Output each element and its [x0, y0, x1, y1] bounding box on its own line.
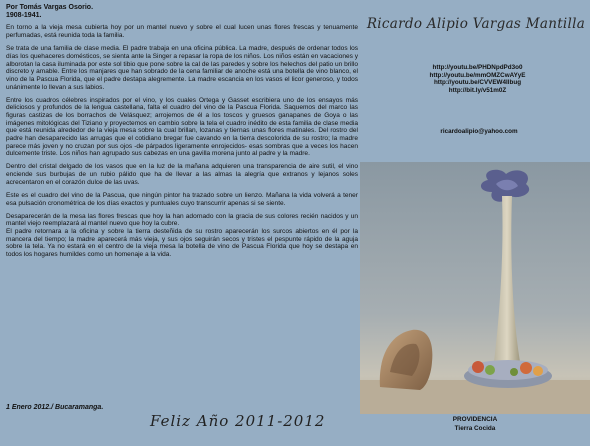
sculpture-photo: [360, 162, 590, 414]
paragraph: Entre los cuadros célebres inspirados por el vino, y los cuales Ortega y Gasset escribiera uno de los ensayos más deliciosos y profundos de la lengua castellana, falta el cuadro del vino de la Pascua Florida. Saquemos del marco las figuras castizas de los borrachos de Velásquez; arrojemos de él a los toscos y gruesos ganapanes de Goya o las imágenes mitológicas del Tiziano y proyectemos en cambio sobre la tela el cuadro inédito de esta familia de clase media que está reunida alrededor de la vieja mesa sobre la cual brillan, lozanas y tiernas unas flores matinales. Del rostro del padre han desaparecido las arrugas que el cotidiano bregar fue cavando en la tierra descolorida de su rostro; la madre parece más joven y no cruzan por sus ojos -de párpados ligeramente enrojecidos- esas sombras que a veces los hacen dulcemente triste. Los niños han agrupado sus cabezas en una gavilla morena junto al padre y la madre.: [6, 96, 358, 158]
paragraph: El padre retornara a la oficina y sobre la tierra desteñida de su rostro aparecerán los surcos abiertos en él por la mancera del tiempo; la madre aparecerá más vieja, y sus ojos seguirán secos y tristes el pespunte rápido de la aguja sobre la tela. Ya no estará en el centro de la vieja mesa la botella de vino de Pascua Florida que hoy se destapa en todos los hogares humildes como un homenaje a la vida.: [6, 228, 358, 258]
byline: [6, 4, 358, 20]
video-link[interactable]: http://youtu.be/PHDNpdPd3o0: [432, 64, 523, 71]
paragraph: Este es el cuadro del vino de la Pascua, que ningún pintor ha trazado sobre un lienzo. Mañana la vida volverá a tener esa pulsación cronométrica de los días exactos y puntuales cuyo transcurrir apenas si se siente.: [6, 191, 358, 207]
artwork-material: Tierra Cocida: [454, 424, 496, 432]
link-list: [415, 64, 540, 95]
paragraph: Se trata de una familia de clase media. El padre trabaja en una oficina pública. La madre, después de ordenar todos los días los quehaceres domésticos, se sienta ante la Singer a repasar la ropa de los niños. Los niños están en vacaciones y alborotan la casa iluminada por este sol tibio que pone sobre la cal de las paredes y sobre los helechos del patio un brillo discreto y amable. Entre los manjares que han sobrado de la cena familiar de anoche está una botella de vino blanco, el vino de la Pascua Florida, que el padre destapa alegremente. La madre escancia en los vasos el licor generoso, y todos unánimente lo llevan a sus labios.: [6, 45, 358, 91]
short-link[interactable]: http://bit.ly/v51m0Z: [448, 87, 507, 95]
byline-years: 1908-1941.: [6, 12, 42, 20]
paragraph: En torno a la vieja mesa cubierta hoy por un mantel nuevo y sobre el cual lucen unas flores frescas y tenuamente perfumadas, está reunida toda la familia.: [6, 24, 358, 40]
new-year-greeting: Feliz Año 2011-2012: [150, 412, 326, 430]
date-place: 1 Enero 2012./ Bucaramanga.: [6, 404, 104, 411]
artwork-title: PROVIDENCIA: [452, 416, 498, 423]
sculpture-image: [360, 162, 590, 414]
byline-author: Por Tomás Vargas Osorio.: [6, 4, 94, 11]
email-address[interactable]: ricardoalipio@yahoo.com: [440, 128, 518, 135]
video-link[interactable]: http://youtu.be/CVVEW4Ilbug: [433, 79, 522, 87]
artwork-caption: [360, 416, 590, 433]
paragraph: Desaparecerán de la mesa las flores frescas que hoy la han adornado con la gracia de sus colores recién nacidos y un mantel viejo reemplazará al mantel nuevo que hoy la cubre.: [6, 212, 358, 228]
article: [6, 4, 358, 442]
video-link[interactable]: http://youtu.be/mmOMZCwAYyE: [429, 71, 526, 79]
paragraph: Dentro del cristal delgado de los vasos que en la luz de la mañana adquieren una transparencia de aire sutil, el vino enciende sus burbujas de un rubio pálido que ha de llevar a las almas la alegría que extranos y lejanos soles acrecentaron en el corazón dulce de las uvas.: [6, 163, 358, 186]
author-name: Ricardo Alipio Vargas Mantilla: [366, 16, 586, 32]
